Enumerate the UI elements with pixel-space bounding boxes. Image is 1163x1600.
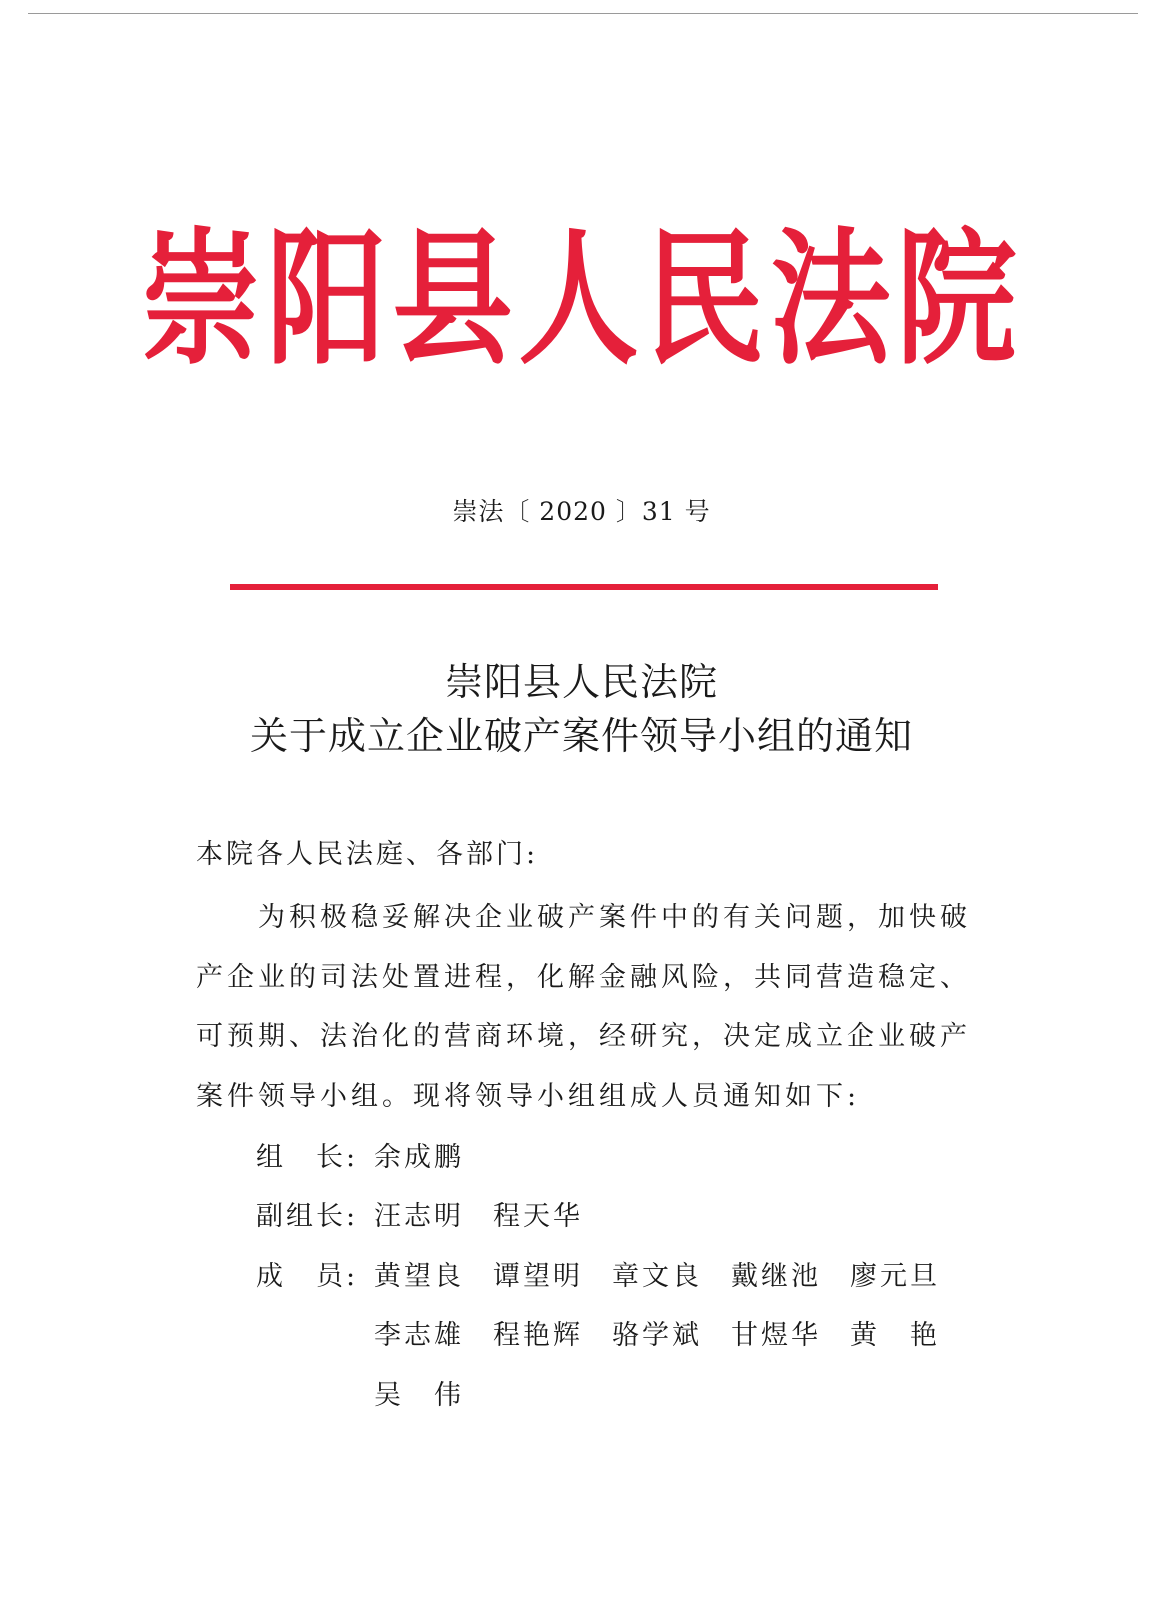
document-number: 崇法〔 2020 〕31 号 <box>452 497 711 526</box>
masthead-title: 崇阳县人民法院 <box>140 215 1023 386</box>
members-row-1 <box>256 1254 969 1293</box>
member-name: 谭望明 <box>493 1261 583 1292</box>
members-row-3 <box>374 1373 493 1412</box>
member-name: 汪志明 <box>374 1201 464 1232</box>
member-name: 程天华 <box>493 1201 583 1232</box>
deputy-label: 副组长: <box>256 1201 359 1232</box>
notice-title-line2: 关于成立企业破产案件领导小组的通知 <box>249 714 913 758</box>
member-name: 甘煜华 <box>731 1320 821 1351</box>
member-name: 骆学斌 <box>612 1320 702 1351</box>
member-name: 戴继池 <box>731 1261 821 1292</box>
member-name: 黄望良 <box>374 1261 464 1292</box>
salutation: 本院各人民法庭、各部门: <box>196 839 539 870</box>
member-name: 余成鹏 <box>374 1142 464 1173</box>
red-divider <box>230 584 938 590</box>
member-name: 程艳辉 <box>493 1320 583 1351</box>
members-label: 成 员: <box>256 1261 359 1292</box>
scan-edge-line <box>28 13 1138 14</box>
member-name: 黄 艳 <box>850 1320 940 1351</box>
deputy-row <box>256 1194 612 1233</box>
leader-row <box>256 1135 493 1174</box>
members-row-2 <box>374 1313 969 1352</box>
notice-title-line1: 崇阳县人民法院 <box>444 660 718 704</box>
member-name: 吴 伟 <box>374 1380 464 1411</box>
member-name: 章文良 <box>612 1261 702 1292</box>
member-name: 李志雄 <box>374 1320 464 1351</box>
body-paragraph: 为积极稳妥解决企业破产案件中的有关问题，加快破产企业的司法处置进程，化解金融风险，共同营造稳定、可预期、法治化的营商环境，经研究，决定成立企业破产案件领导小组。现将领导小组组成人员通知如下: <box>196 902 971 1112</box>
member-name: 廖元旦 <box>850 1261 940 1292</box>
leader-label: 组 长: <box>256 1142 359 1173</box>
